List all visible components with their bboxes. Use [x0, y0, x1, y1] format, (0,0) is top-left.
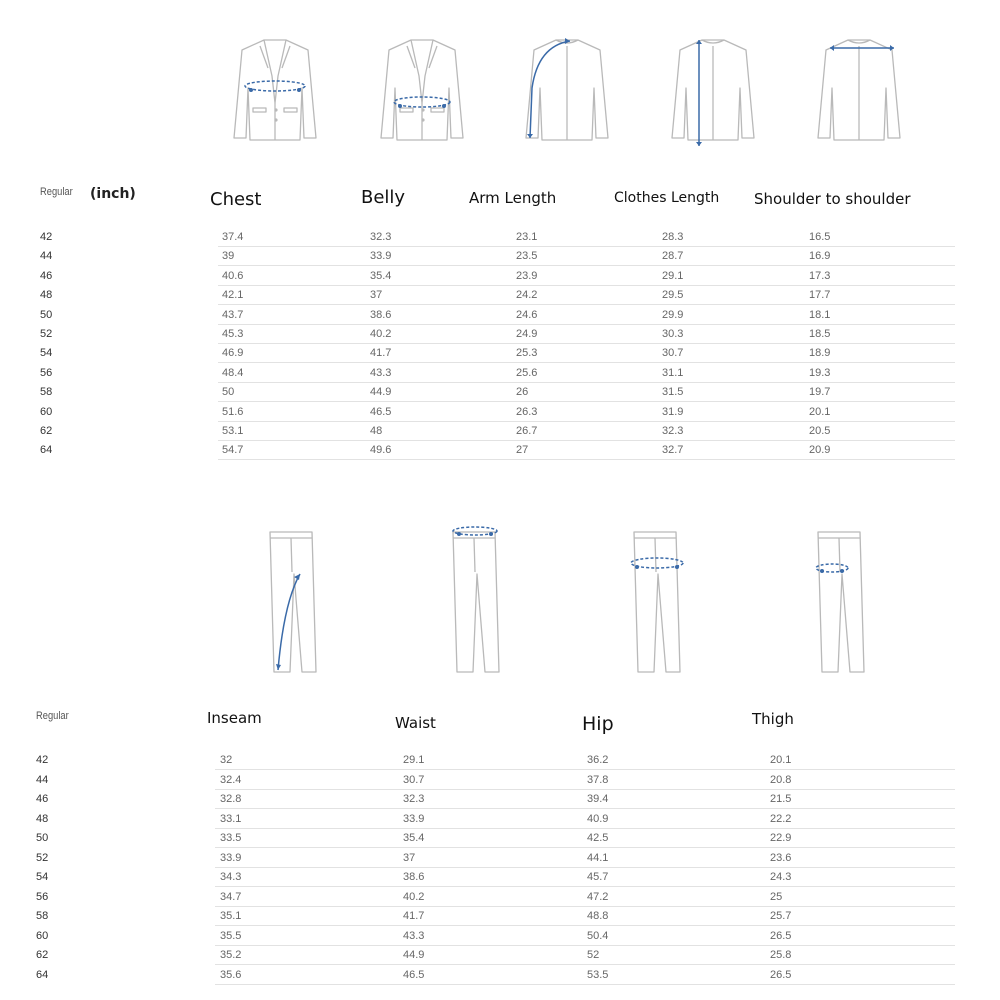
pants-size-46: 46 — [36, 793, 49, 805]
jacket-cell: 25.6 — [516, 366, 538, 379]
jacket-cell: 29.9 — [662, 308, 684, 321]
pants-cell: 41.7 — [403, 910, 425, 922]
jacket-cell: 37 — [370, 289, 383, 302]
pants-cell: 35.2 — [220, 949, 242, 961]
jacket-cell: 32.7 — [662, 444, 684, 457]
jacket-cell: 50 — [222, 386, 235, 399]
jacket-cell: 24.9 — [516, 328, 538, 340]
pants-cell: 35.1 — [220, 910, 242, 922]
row-divider — [215, 808, 955, 809]
jacket-cell: 17.3 — [809, 269, 831, 282]
pants-cell: 33.9 — [403, 812, 425, 825]
jacket-size-46: 46 — [40, 269, 53, 282]
jacket-cell: 29.1 — [662, 269, 684, 282]
pants-cell: 26.5 — [770, 929, 792, 942]
jacket-size-64: 64 — [40, 444, 53, 457]
jacket-cell: 28.7 — [662, 250, 684, 263]
shoulder-measure-icon — [804, 28, 916, 150]
jacket-cell: 40.2 — [370, 328, 392, 340]
row-divider — [218, 362, 955, 363]
pants-size-52: 52 — [36, 851, 49, 864]
jacket-cell: 26.3 — [516, 405, 538, 418]
jacket-cell: 31.9 — [662, 405, 684, 418]
row-divider — [215, 828, 955, 829]
jacket-cell: 16.5 — [809, 231, 831, 243]
pants-cell: 35.5 — [220, 929, 242, 942]
jacket-cell: 40.6 — [222, 269, 244, 282]
jacket-size-42: 42 — [40, 231, 53, 243]
jacket-cell: 48 — [370, 425, 383, 437]
row-divider — [218, 459, 955, 460]
jacket-cell: 20.9 — [809, 444, 831, 457]
row-divider — [215, 984, 955, 985]
pants-cell: 25.7 — [770, 910, 792, 922]
jacket-cell: 32.3 — [662, 425, 684, 437]
row-divider — [218, 343, 955, 344]
pants-header-hip: Hip — [582, 713, 614, 735]
jacket-cell: 31.5 — [662, 386, 684, 399]
jacket-cell: 31.1 — [662, 366, 684, 379]
jacket-size-62: 62 — [40, 425, 53, 437]
pants-cell: 40.9 — [587, 812, 609, 825]
pants-cell: 38.6 — [403, 871, 425, 883]
pants-cell: 36.2 — [587, 754, 609, 766]
jacket-cell: 33.9 — [370, 250, 392, 263]
pants-size-64: 64 — [36, 968, 49, 981]
pants-regular-label: Regular — [36, 710, 69, 722]
row-divider — [218, 304, 955, 305]
jacket-cell: 46.5 — [370, 405, 392, 418]
jacket-header-chest: Chest — [210, 189, 262, 210]
pants-cell: 44.1 — [587, 851, 609, 864]
pants-cell: 45.7 — [587, 871, 609, 883]
jacket-cell: 20.1 — [809, 405, 831, 418]
jacket-size-54: 54 — [40, 347, 53, 360]
jacket-cell: 18.5 — [809, 328, 831, 340]
jacket-unit-label: (inch) — [90, 186, 136, 202]
chest-measure-icon — [220, 28, 332, 150]
pants-cell: 43.3 — [403, 929, 425, 942]
jacket-cell: 38.6 — [370, 308, 392, 321]
jacket-cell: 20.5 — [809, 425, 831, 437]
pants-size-54: 54 — [36, 871, 49, 883]
row-divider — [215, 906, 955, 907]
pants-size-60: 60 — [36, 929, 49, 942]
row-divider — [218, 246, 955, 247]
pants-cell: 25.8 — [770, 949, 792, 961]
row-divider — [215, 769, 955, 770]
pants-cell: 53.5 — [587, 968, 609, 981]
pants-cell: 50.4 — [587, 929, 609, 942]
jacket-size-44: 44 — [40, 250, 53, 263]
jacket-size-52: 52 — [40, 328, 53, 340]
pants-size-58: 58 — [36, 910, 49, 922]
pants-size-48: 48 — [36, 812, 49, 825]
pants-size-62: 62 — [36, 949, 49, 961]
row-divider — [218, 265, 955, 266]
pants-cell: 25 — [770, 890, 783, 903]
jacket-header-clothes-length: Clothes Length — [614, 190, 720, 206]
pants-size-44: 44 — [36, 773, 49, 786]
pants-size-42: 42 — [36, 754, 49, 766]
jacket-cell: 43.3 — [370, 366, 392, 379]
pants-cell: 32.4 — [220, 773, 242, 786]
jacket-cell: 53.1 — [222, 425, 244, 437]
jacket-header-arm-length: Arm Length — [469, 189, 557, 207]
jacket-cell: 39 — [222, 250, 235, 263]
jacket-cell: 46.9 — [222, 347, 244, 360]
pants-cell: 42.5 — [587, 832, 609, 844]
pants-cell: 32.8 — [220, 793, 242, 805]
pants-cell: 34.3 — [220, 871, 242, 883]
pants-cell: 52 — [587, 949, 600, 961]
row-divider — [215, 847, 955, 848]
jacket-cell: 26.7 — [516, 425, 538, 437]
pants-cell: 44.9 — [403, 949, 425, 961]
jacket-cell: 48.4 — [222, 366, 244, 379]
row-divider — [215, 886, 955, 887]
jacket-cell: 23.9 — [516, 269, 538, 282]
jacket-cell: 32.3 — [370, 231, 392, 243]
jacket-cell: 19.7 — [809, 386, 831, 399]
jacket-header-shoulder: Shoulder to shoulder — [754, 190, 911, 208]
jacket-regular-label: Regular — [40, 186, 73, 198]
jacket-cell: 42.1 — [222, 289, 244, 302]
pants-cell: 32 — [220, 754, 233, 766]
jacket-size-50: 50 — [40, 308, 53, 321]
pants-cell: 40.2 — [403, 890, 425, 903]
inseam-measure-icon — [262, 522, 322, 682]
jacket-cell: 29.5 — [662, 289, 684, 302]
row-divider — [215, 945, 955, 946]
jacket-cell: 17.7 — [809, 289, 831, 302]
pants-cell: 35.6 — [220, 968, 242, 981]
jacket-cell: 49.6 — [370, 444, 392, 457]
thigh-measure-icon — [810, 522, 870, 682]
jacket-cell: 24.6 — [516, 308, 538, 321]
jacket-size-56: 56 — [40, 366, 53, 379]
pants-header-waist: Waist — [395, 714, 436, 732]
jacket-header-belly: Belly — [361, 187, 406, 208]
pants-cell: 22.9 — [770, 832, 792, 844]
jacket-cell: 37.4 — [222, 231, 244, 243]
pants-cell: 46.5 — [403, 968, 425, 981]
jacket-cell: 28.3 — [662, 231, 684, 243]
jacket-cell: 18.9 — [809, 347, 831, 360]
pants-cell: 33.1 — [220, 812, 242, 825]
pants-cell: 35.4 — [403, 832, 425, 844]
jacket-size-60: 60 — [40, 405, 53, 418]
jacket-cell: 26 — [516, 386, 529, 399]
pants-cell: 33.5 — [220, 832, 242, 844]
pants-cell: 20.1 — [770, 754, 792, 766]
jacket-cell: 23.5 — [516, 250, 538, 263]
row-divider — [215, 789, 955, 790]
row-divider — [218, 401, 955, 402]
jacket-cell: 45.3 — [222, 328, 244, 340]
pants-cell: 39.4 — [587, 793, 609, 805]
pants-cell: 34.7 — [220, 890, 242, 903]
jacket-cell: 51.6 — [222, 405, 244, 418]
jacket-size-48: 48 — [40, 289, 53, 302]
pants-cell: 33.9 — [220, 851, 242, 864]
pants-size-56: 56 — [36, 890, 49, 903]
belly-measure-icon — [367, 28, 479, 150]
clothes-length-measure-icon — [658, 28, 770, 150]
jacket-cell: 19.3 — [809, 366, 831, 379]
pants-header-inseam: Inseam — [207, 709, 262, 727]
pants-cell: 22.2 — [770, 812, 792, 825]
jacket-cell: 41.7 — [370, 347, 392, 360]
jacket-cell: 23.1 — [516, 231, 538, 243]
row-divider — [218, 285, 955, 286]
row-divider — [215, 925, 955, 926]
pants-header-thigh: Thigh — [752, 710, 794, 728]
row-divider — [218, 440, 955, 441]
pants-cell: 32.3 — [403, 793, 425, 805]
pants-cell: 20.8 — [770, 773, 792, 786]
pants-size-50: 50 — [36, 832, 49, 844]
jacket-cell: 43.7 — [222, 308, 244, 321]
jacket-cell: 54.7 — [222, 444, 244, 457]
jacket-cell: 18.1 — [809, 308, 831, 321]
row-divider — [218, 382, 955, 383]
pants-cell: 21.5 — [770, 793, 792, 805]
jacket-cell: 27 — [516, 444, 529, 457]
jacket-cell: 30.7 — [662, 347, 684, 360]
jacket-size-58: 58 — [40, 386, 53, 399]
row-divider — [215, 964, 955, 965]
pants-cell: 23.6 — [770, 851, 792, 864]
pants-cell: 24.3 — [770, 871, 792, 883]
pants-cell: 30.7 — [403, 773, 425, 786]
row-divider — [218, 421, 955, 422]
jacket-cell: 24.2 — [516, 289, 538, 302]
pants-cell: 37.8 — [587, 773, 609, 786]
pants-cell: 26.5 — [770, 968, 792, 981]
arm-length-measure-icon — [512, 28, 624, 150]
jacket-cell: 35.4 — [370, 269, 392, 282]
jacket-cell: 16.9 — [809, 250, 831, 263]
pants-cell: 47.2 — [587, 890, 609, 903]
jacket-cell: 44.9 — [370, 386, 392, 399]
hip-measure-icon — [626, 522, 686, 682]
row-divider — [218, 324, 955, 325]
waist-measure-icon — [445, 522, 505, 682]
jacket-cell: 30.3 — [662, 328, 684, 340]
pants-cell: 48.8 — [587, 910, 609, 922]
pants-cell: 37 — [403, 851, 416, 864]
jacket-cell: 25.3 — [516, 347, 538, 360]
row-divider — [215, 867, 955, 868]
pants-cell: 29.1 — [403, 754, 425, 766]
